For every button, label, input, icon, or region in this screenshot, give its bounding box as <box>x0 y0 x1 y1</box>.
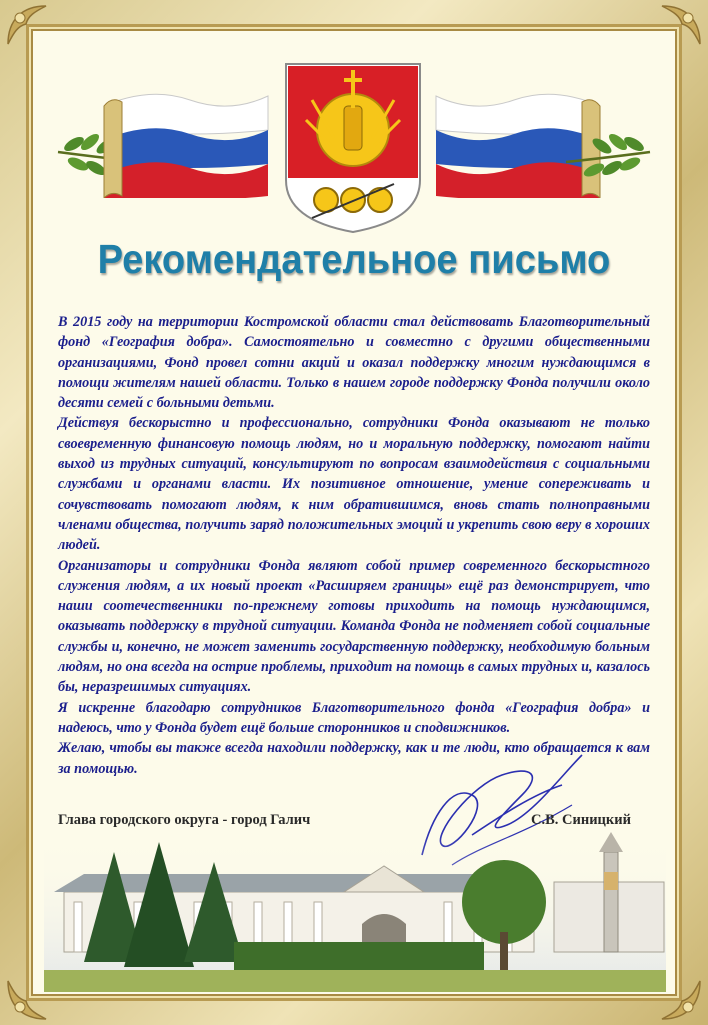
signer-name: С.В. Синицкий <box>531 812 631 828</box>
townscape-image <box>44 832 666 992</box>
letter-title: Рекомендательное письмо <box>97 236 611 282</box>
corner-ornament-icon <box>658 2 704 48</box>
letter-body <box>58 312 650 779</box>
header-emblem <box>54 60 654 240</box>
galich-coat-of-arms-icon <box>282 60 424 236</box>
signer-position: Глава городского округа - город Галич <box>58 812 311 828</box>
paragraph: Я искренне благодарю сотрудников Благотворительного фонда «География добра» и надеюсь, что у Фонда будет ещё больше сторонников и сподвижников. <box>58 699 650 736</box>
corner-ornament-icon <box>4 2 50 48</box>
laurel-branch-icon <box>564 122 654 192</box>
paragraph: В 2015 году на территории Костромской области стал действовать Благотворительный фонд «География добра». Самостоятельно и совместно с другими общественными организациями, Фонд провел сотни акций и оказал поддержку многим нуждающимся в помощи жителям нашей области. Только в нашем городе поддержку Фонда получили около десяти семей с больными детьми. <box>58 314 650 412</box>
paragraph: Организаторы и сотрудники Фонда являют собой пример современного бескорыстного служения людям, а их новый проект «Расширяем границы» ещё раз демонстрирует, что наши соотечественники по-прежнему готовы приходить на помощь нуждающимся, оказывать поддержку в трудной ситуации. Команда Фонда не подменяет собой социальные службы и, конечно, не может заменить государственную поддержку, необходимую больным людям, но она всегда на острие проблемы, приходит на помощь в самых трудных и, казалось бы, неразрешимых ситуациях. <box>58 557 650 696</box>
paragraph: Действуя бескорыстно и профессионально, сотрудники Фонда оказывают не только своевременную финансовую помощь людям, но и моральную поддержку, помогают найти выход из трудных ситуаций, консультируют по вопросам взаимодействия с социальными службами и органами власти. Их позитивное отношение, умение сопереживать и сочувствовать помогают людям, к ним обратившимся, вновь стать полноправными членами общества, получить заряд положительных эмоций и укрепить свою веру в хороших людей. <box>58 415 650 554</box>
paragraph: Желаю, чтобы вы также всегда находили поддержку, как и те люди, кто обращается к вам за помощью. <box>58 740 650 777</box>
russian-flag-icon <box>100 78 270 198</box>
